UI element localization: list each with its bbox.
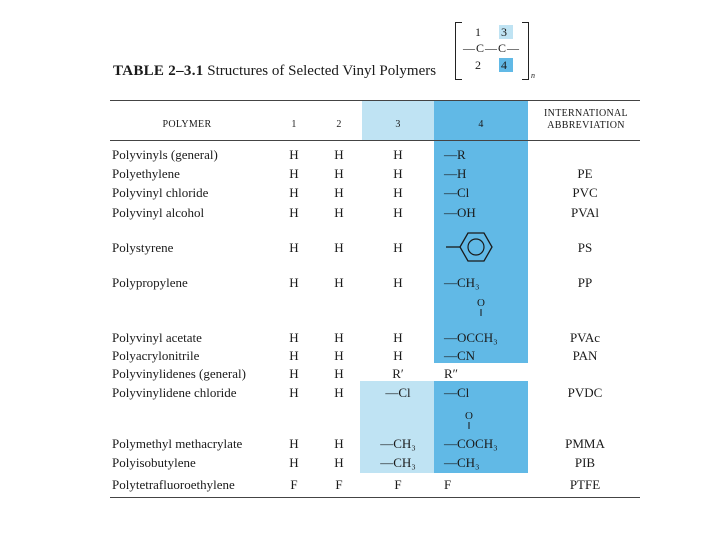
cell-col2: H: [334, 166, 344, 181]
table-number: TABLE 2–3.1: [113, 63, 204, 79]
cell-col1: H: [289, 366, 299, 381]
polymer-name: Polytetrafluoroethylene: [112, 477, 235, 492]
cell-col4: —H: [444, 166, 467, 181]
header-polymer: POLYMER: [162, 119, 212, 130]
cell-col2: H: [334, 147, 344, 162]
left-bracket: [455, 22, 462, 80]
cell-col1: H: [289, 455, 299, 470]
cell-abbreviation: PAN: [572, 348, 598, 363]
cell-col4: F: [444, 477, 452, 492]
cell-col2: F: [335, 477, 343, 492]
cell-abbreviation: PIB: [574, 455, 596, 470]
cell-col4: R″: [444, 366, 459, 381]
cell-col2: H: [334, 240, 344, 255]
cell-abbreviation: PVAc: [569, 330, 601, 345]
pos3-label: 3: [501, 25, 507, 39]
pos1-label: 1: [475, 25, 481, 39]
cell-col3: H: [393, 330, 403, 345]
cell-col4: —Cl: [444, 185, 470, 200]
polymer-name: Polyvinyl alcohol: [112, 205, 205, 220]
header-abbr-line1: INTERNATIONAL: [544, 108, 628, 119]
cell-col3: H: [393, 275, 403, 290]
cell-col1: H: [289, 240, 299, 255]
cell-col1: H: [289, 385, 299, 400]
cell-col3: H: [393, 348, 403, 363]
cell-col3: H: [393, 185, 403, 200]
benzene-ring-icon: [446, 230, 506, 264]
cell-abbreviation: PMMA: [565, 436, 605, 451]
carbonyl-o-methacrylate: O: [465, 410, 473, 422]
cell-col2: H: [334, 385, 344, 400]
cell-col1: H: [289, 348, 299, 363]
header-col3: 3: [395, 119, 401, 130]
cell-col1: H: [289, 166, 299, 181]
cell-col3: H: [393, 166, 403, 181]
cell-col1: H: [289, 205, 299, 220]
cell-col1: F: [290, 477, 298, 492]
cell-col3: —CH₃: [380, 455, 416, 470]
cell-abbreviation: PP: [577, 275, 593, 290]
backbone: —C—C—: [463, 41, 521, 55]
cell-abbreviation: PVC: [572, 185, 598, 200]
polymer-name: Polyisobutylene: [112, 455, 196, 470]
cell-col2: H: [334, 185, 344, 200]
cell-col2: H: [334, 455, 344, 470]
cell-col2: H: [334, 275, 344, 290]
cell-abbreviation: PVAl: [571, 205, 599, 220]
polymer-name: Polyvinyl acetate: [112, 330, 202, 345]
table-caption: Structures of Selected Vinyl Polymers: [207, 63, 437, 79]
polymer-name: Polymethyl methacrylate: [112, 436, 243, 451]
header-abbr-line2: ABBREVIATION: [547, 120, 625, 131]
cell-col3: R′: [392, 366, 404, 381]
header-abbreviation: [536, 108, 636, 132]
cell-abbreviation: PE: [577, 166, 593, 181]
polymer-name: Polystyrene: [112, 240, 174, 255]
polymer-name: Polyvinylidenes (general): [112, 366, 246, 381]
polymer-name: Polyvinylidene chloride: [112, 385, 237, 400]
cell-col1: H: [289, 330, 299, 345]
pos2-label: 2: [475, 58, 481, 72]
cell-abbreviation: PS: [577, 240, 593, 255]
polymer-name: Polyethylene: [112, 166, 180, 181]
polymer-name: Polyvinyls (general): [112, 147, 218, 162]
carbonyl-bond-acetate: ‖: [479, 307, 483, 319]
vinyl-repeat-unit-diagram: [455, 22, 535, 80]
cell-col4: —OH: [444, 205, 476, 220]
cell-col4: —Cl: [444, 385, 470, 400]
table-title: [113, 63, 436, 80]
bottom-rule: [110, 497, 640, 498]
cell-col2: H: [334, 348, 344, 363]
cell-col4: —CH₃: [444, 275, 480, 290]
polymer-name: Polyacrylonitrile: [112, 348, 200, 363]
carbonyl-methacrylate: [465, 411, 473, 431]
carbonyl-bond-methacrylate: ‖: [467, 420, 471, 432]
cell-col3: H: [393, 205, 403, 220]
polymer-name: Polypropylene: [112, 275, 188, 290]
carbonyl-acetate: [477, 298, 485, 318]
cell-col3: —CH₃: [380, 436, 416, 451]
cell-col1: H: [289, 185, 299, 200]
cell-col3: H: [393, 147, 403, 162]
cell-abbreviation: PTFE: [569, 477, 601, 492]
cell-col3: H: [393, 240, 403, 255]
cell-col4: —COCH₃: [444, 436, 498, 451]
cell-col4: —R: [444, 147, 466, 162]
header-col4: 4: [478, 119, 484, 130]
cell-abbreviation: PVDC: [567, 385, 603, 400]
cell-col2: H: [334, 205, 344, 220]
cell-col2: H: [334, 366, 344, 381]
top-rule: [110, 100, 640, 101]
cell-col1: H: [289, 147, 299, 162]
cell-col4: —OCCH₃: [444, 330, 498, 345]
right-bracket: [522, 22, 529, 80]
cell-col4: —CH₃: [444, 455, 480, 470]
header-col1: 1: [291, 119, 297, 130]
cell-col3: —Cl: [385, 385, 411, 400]
repeat-subscript: n: [531, 71, 535, 80]
pos4-label: 4: [501, 58, 507, 72]
polymer-name: Polyvinyl chloride: [112, 185, 209, 200]
cell-col2: H: [334, 436, 344, 451]
cell-col4: —CN: [444, 348, 476, 363]
cell-col1: H: [289, 436, 299, 451]
cell-col2: H: [334, 330, 344, 345]
carbonyl-o-acetate: O: [477, 297, 485, 309]
header-col2: 2: [336, 119, 342, 130]
cell-col1: H: [289, 275, 299, 290]
cell-col3: F: [394, 477, 402, 492]
header-rule: [110, 140, 640, 141]
